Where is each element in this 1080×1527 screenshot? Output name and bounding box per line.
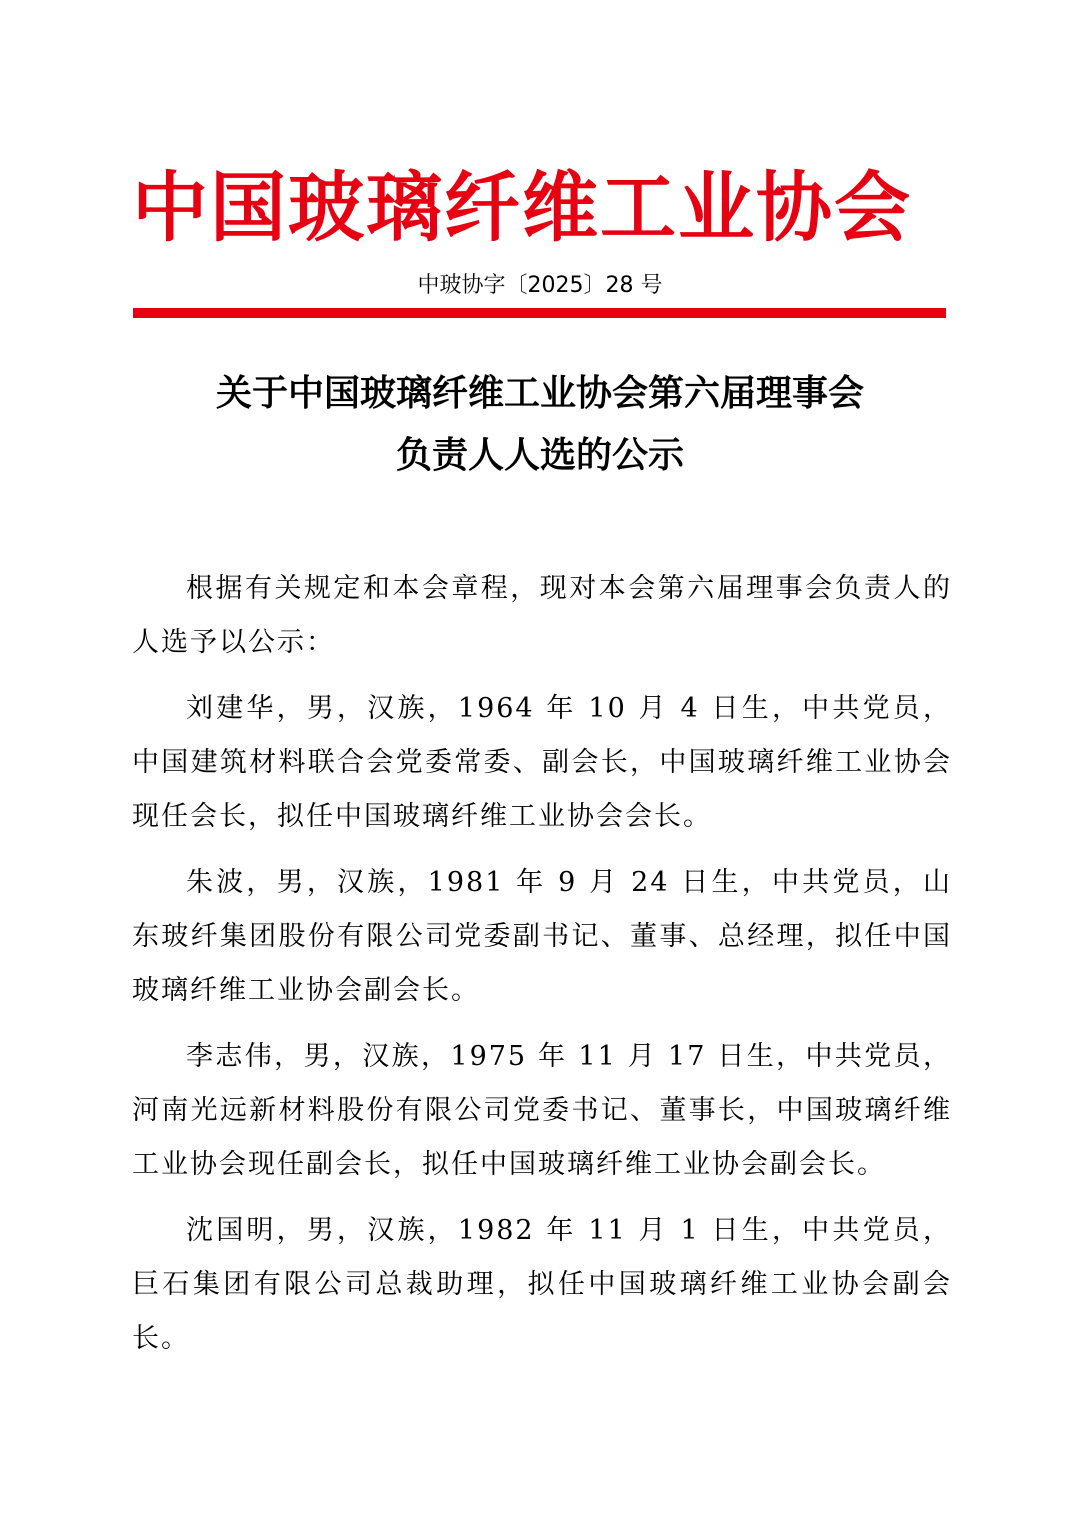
document-body — [132, 562, 952, 1378]
document-number: 中玻协字〔2025〕28 号 — [417, 273, 663, 298]
document-title — [0, 362, 1080, 486]
candidate-paragraph: 刘建华，男，汉族，1964 年 10 月 4 日生，中共党员，中国建筑材料联合会党委常委、副会长，中国玻璃纤维工业协会现任会长，拟任中国玻璃纤维工业协会会长。 — [132, 693, 952, 832]
candidate-paragraph: 李志伟，男，汉族，1975 年 11 月 17 日生，中共党员，河南光远新材料股份有限公司党委书记、董事长，中国玻璃纤维工业协会现任副会长，拟任中国玻璃纤维工业协会副会长。 — [132, 1041, 952, 1180]
candidate-paragraph: 沈国明，男，汉族，1982 年 11 月 1 日生，中共党员，巨石集团有限公司总裁助理，拟任中国玻璃纤维工业协会副会长。 — [132, 1215, 952, 1354]
document-title-line-2: 负责人人选的公示 — [395, 434, 684, 476]
document-title-line-1: 关于中国玻璃纤维工业协会第六届理事会 — [215, 372, 864, 414]
org-name-header: 中国玻璃纤维工业协会 — [132, 163, 912, 252]
intro-paragraph: 根据有关规定和本会章程，现对本会第六届理事会负责人的人选予以公示： — [132, 573, 952, 658]
red-divider-line — [133, 308, 946, 318]
candidate-paragraph: 朱波，男，汉族，1981 年 9 月 24 日生，中共党员，山东玻纤集团股份有限公司党委副书记、董事、总经理，拟任中国玻璃纤维工业协会副会长。 — [132, 867, 952, 1006]
